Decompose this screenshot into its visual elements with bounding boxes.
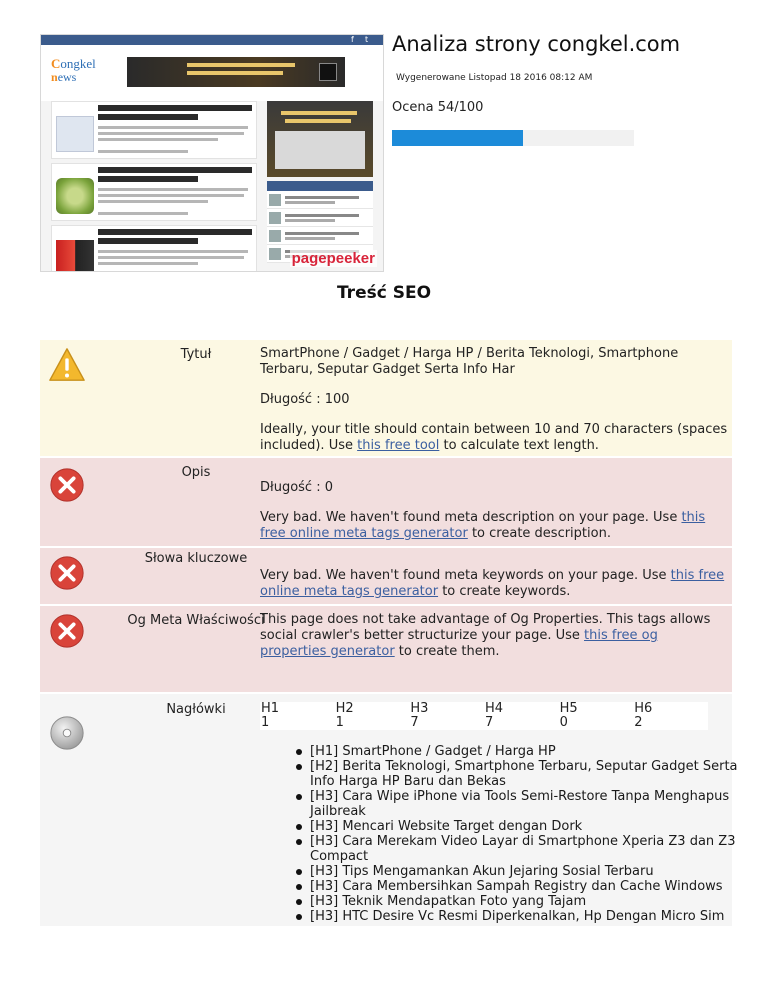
- warning-icon: [48, 346, 86, 384]
- free-tool-link[interactable]: this free tool: [357, 438, 440, 453]
- heading-count-h3: 7: [410, 715, 419, 730]
- website-screenshot: [40, 34, 384, 272]
- heading-col-h5: H5: [559, 701, 578, 716]
- keywords-advice: Very bad. We haven't found meta keywords on your page. Use this free online meta tags generator to create keywords.: [260, 568, 725, 599]
- heading-col-h3: H3: [410, 701, 429, 716]
- headings-count-table: [260, 702, 708, 730]
- og-advice: This page does not take advantage of Og Properties. This tags allows social crawler's better structurize your page. Use this free og properties generator to create them.: [260, 612, 711, 659]
- error-icon: [48, 612, 86, 650]
- page-title: Analiza strony congkel.com: [392, 32, 681, 56]
- heading-item: [H2] Berita Teknologi, Smartphone Terbaru, Seputar Gadget Serta Info Harga HP Baru dan Bekas: [296, 759, 764, 789]
- error-icon: [48, 554, 86, 592]
- heading-count-h5: 0: [559, 715, 568, 730]
- meta-tags-generator-link[interactable]: this free online meta tags generator: [260, 510, 706, 541]
- facebook-icon: f: [351, 35, 354, 44]
- heading-item: [H1] SmartPhone / Gadget / Harga HP: [296, 744, 764, 759]
- seo-row-keywords: [40, 548, 732, 604]
- description-length: Długość : 0: [260, 480, 333, 495]
- og-generator-link[interactable]: this free og properties generator: [260, 628, 658, 659]
- screenshot-post: [51, 101, 257, 159]
- row-label: Og Meta Właściwości: [127, 613, 265, 628]
- heading-count-h1: 1: [261, 715, 270, 730]
- row-content: [260, 612, 728, 674]
- heading-count-h2: 1: [335, 715, 344, 730]
- row-label: Opis: [181, 465, 211, 480]
- screenshot-logo: Congkel news: [51, 56, 96, 84]
- heading-item: [H3] Cara Wipe iPhone via Tools Semi-Restore Tanpa Menghapus Jailbreak: [296, 789, 764, 819]
- row-content: [260, 480, 728, 556]
- heading-item: [H3] Mencari Website Target dengan Dork: [296, 819, 764, 834]
- heading-col-h6: H6: [634, 701, 653, 716]
- title-advice: Ideally, your title should contain between 10 and 70 characters (spaces included). Use this free tool to calculate text length.: [260, 422, 728, 453]
- title-value: SmartPhone / Gadget / Harga HP / Berita Teknologi, Smartphone Terbaru, Seputar Gadget Serta Info Har: [260, 346, 679, 377]
- twitter-icon: t: [365, 35, 369, 44]
- row-content: [260, 702, 728, 730]
- screenshot-post: [51, 225, 257, 272]
- headings-list: [296, 744, 764, 924]
- error-icon: [48, 466, 86, 504]
- score-progress-fill: [392, 130, 523, 146]
- heading-item: [H3] Cara Merekam Video Layar di Smartphone Xperia Z3 dan Z3 Compact: [296, 834, 764, 864]
- heading-item: [H3] Cara Membersihkan Sampah Registry dan Cache Windows: [296, 879, 764, 894]
- score-label: Ocena 54/100: [392, 100, 484, 115]
- row-content: [260, 346, 728, 468]
- heading-item: [H3] HTC Desire Vc Resmi Diperkenalkan, Hp Dengan Micro Sim: [296, 909, 764, 924]
- heading-item: [H3] Teknik Mendapatkan Foto yang Tajam: [296, 894, 764, 909]
- section-title: Treść SEO: [336, 283, 432, 303]
- seo-row-description: [40, 458, 732, 546]
- title-length: Długość : 100: [260, 392, 350, 407]
- description-advice: Very bad. We haven't found meta description on your page. Use this free online meta tags generator to create description.: [260, 510, 706, 541]
- score-progress-bar: [392, 130, 634, 146]
- row-label: Słowa kluczowe: [144, 551, 248, 566]
- heading-col-h4: H4: [484, 701, 504, 716]
- heading-item: [H3] Tips Mengamankan Akun Jejaring Sosial Terbaru: [296, 864, 764, 879]
- pagepeeker-watermark: pagepeeker: [291, 250, 375, 267]
- row-label: Nagłówki: [166, 702, 226, 717]
- screenshot-sidebar: [267, 101, 373, 263]
- generated-date: Wygenerowane Listopad 18 2016 08:12 AM: [396, 73, 593, 83]
- screenshot-topbar: [41, 35, 383, 45]
- screenshot-header: [41, 45, 383, 101]
- heading-col-h2: H2: [335, 701, 354, 716]
- heading-count-h4: 7: [484, 715, 494, 730]
- screenshot-post: [51, 163, 257, 221]
- seo-row-headings: [40, 694, 738, 926]
- seo-row-title: [40, 340, 732, 456]
- screenshot-banner-ad: [127, 57, 345, 87]
- heading-count-h6: 2: [634, 715, 643, 730]
- seo-row-og-properties: [40, 606, 732, 692]
- row-label: Tytuł: [180, 347, 212, 362]
- meta-tags-generator-link[interactable]: this free online meta tags generator: [260, 568, 725, 599]
- heading-col-h1: H1: [261, 701, 280, 716]
- screenshot-posts: [51, 101, 257, 272]
- disc-icon: [48, 714, 86, 752]
